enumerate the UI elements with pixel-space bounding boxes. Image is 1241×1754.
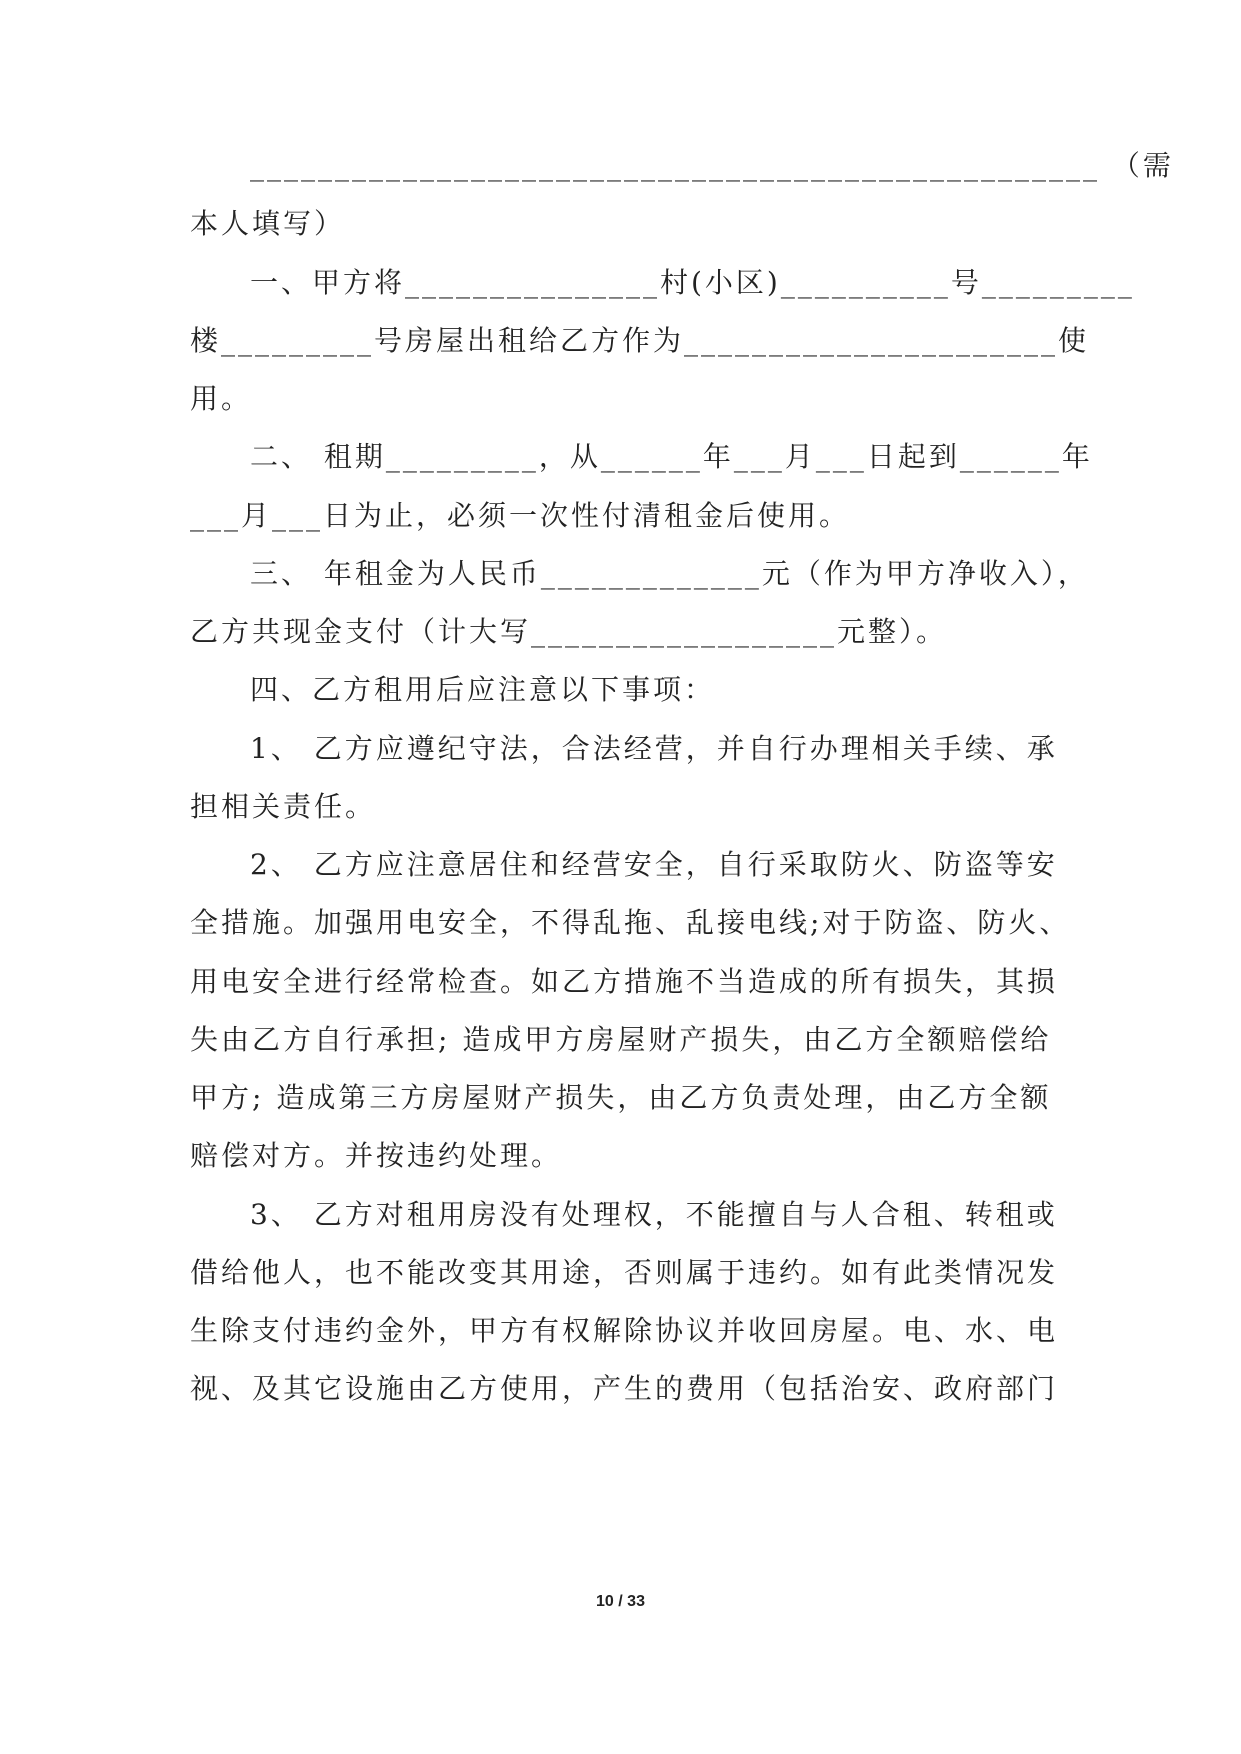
fill-in-line: __________________________________________________ （需	[250, 149, 1174, 182]
item-2-line-2: 全措施。加强用电安全，不得乱拖、乱接电线;对于防盗、防火、	[190, 906, 1071, 939]
clause-1-line-3: 用。	[190, 382, 253, 415]
clause-3-line-2: 乙方共现金支付（计大写__________________元整）。	[190, 615, 948, 648]
clause-1-line-1: 一、甲方将_______________村(小区)__________号_________	[250, 266, 1135, 299]
item-1-line-1: 1、 乙方应遵纪守法，合法经营，并自行办理相关手续、承	[250, 732, 1058, 765]
item-2-line-1: 2、 乙方应注意居住和经营安全，自行采取防火、防盗等安	[250, 848, 1058, 881]
clause-3-line-1: 三、 年租金为人民币_____________元（作为甲方净收入），	[250, 557, 1089, 590]
item-2-line-3: 用电安全进行经常检查。如乙方措施不当造成的所有损失，其损	[190, 965, 1059, 998]
item-3-line-1: 3、 乙方对租用房没有处理权，不能擅自与人合租、转租或	[250, 1198, 1058, 1231]
item-2-line-6: 赔偿对方。并按违约处理。	[190, 1139, 563, 1172]
fill-in-note: 本人填写）	[190, 207, 346, 240]
clause-2-line-2: ___月___日为止，必须一次性付清租金后使用。	[190, 499, 851, 532]
page-number: 10 / 33	[596, 1593, 645, 1610]
item-2-line-4: 失由乙方自行承担; 造成甲方房屋财产损失，由乙方全额赔偿给	[190, 1023, 1052, 1056]
item-3-line-4: 视、及其它设施由乙方使用，产生的费用（包括治安、政府部门	[190, 1372, 1059, 1405]
item-3-line-3: 生除支付违约金外，甲方有权解除协议并收回房屋。电、水、电	[190, 1314, 1059, 1347]
clause-2-line-1: 二、 租期_________，从______年___月___日起到______年	[250, 440, 1093, 473]
item-3-line-2: 借给他人，也不能改变其用途，否则属于违约。如有此类情况发	[190, 1256, 1059, 1289]
clause-4-heading: 四、乙方租用后应注意以下事项：	[250, 673, 716, 706]
clause-1-line-2: 楼_________号房屋出租给乙方作为______________________使	[190, 324, 1090, 357]
item-2-line-5: 甲方; 造成第三方房屋财产损失，由乙方负责处理，由乙方全额	[190, 1081, 1052, 1114]
item-1-line-2: 担相关责任。	[190, 790, 377, 823]
